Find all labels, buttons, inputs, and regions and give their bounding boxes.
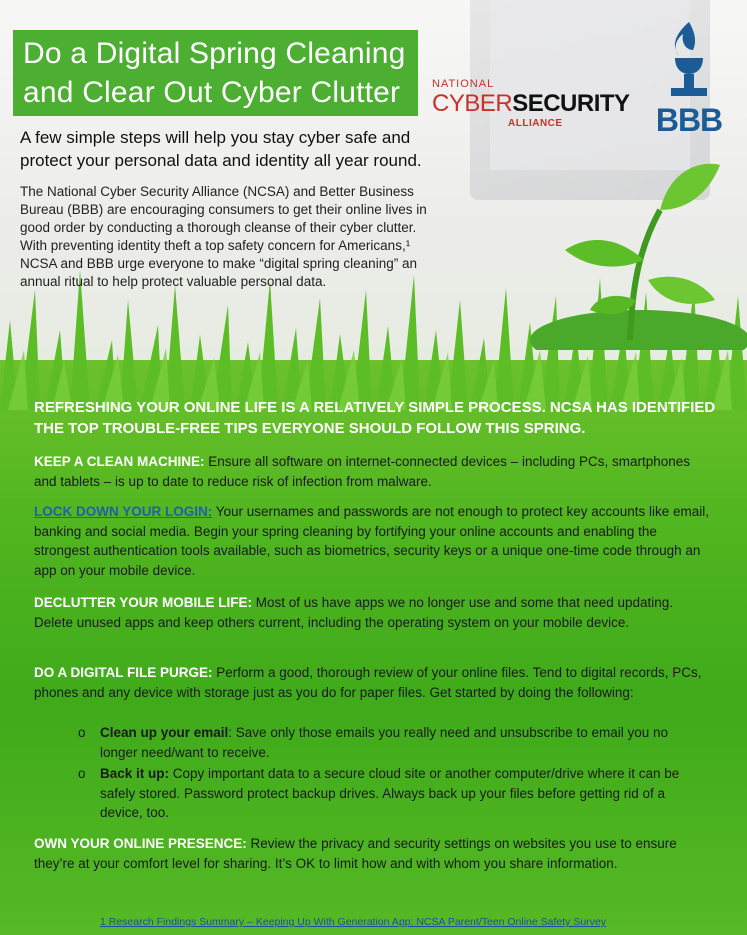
tip-label: DO A DIGITAL FILE PURGE: — [34, 665, 213, 680]
title-line-1: Do a Digital Spring Cleaning — [23, 37, 406, 70]
bullet-text — [100, 723, 700, 762]
ncsa-logo-security: SECURITY — [512, 90, 630, 117]
bullet-text — [100, 764, 700, 823]
bullet-circle-icon: o — [78, 766, 86, 781]
tip-label: KEEP A CLEAN MACHINE: — [34, 454, 205, 469]
footnote-link[interactable]: 1 Research Findings Summary – Keeping Up With Generation App: NCSA Parent/Teen Online Safety Survey — [100, 916, 607, 928]
bullet-label: Back it up: — [100, 766, 170, 781]
bbb-torch-icon — [653, 20, 725, 100]
section-headline: REFRESHING YOUR ONLINE LIFE IS A RELATIVELY SIMPLE PROCESS. NCSA HAS IDENTIFIED THE TOP TROUBLE-FREE TIPS EVERYONE SHOULD FOLLOW THIS SPRING. — [34, 399, 716, 437]
bbb-logo — [653, 20, 725, 138]
title-banner — [13, 30, 418, 116]
tip-keep-clean-machine — [34, 452, 714, 491]
tip-text: Ensure all software on internet-connected devices – including PCs, smartphones and tablets – is up to date to reduce risk of infection from malware. — [34, 454, 691, 489]
tip-text: Most of us have apps we no longer use and some that need updating. Delete unused apps and keep others current, including the operating system on your mobile device. — [34, 595, 674, 630]
tip-text: Review the privacy and security settings on websites you use to ensure they’re at your comfort level for sharing. It’s OK to limit how and with whom you share information. — [34, 836, 677, 871]
sprout-plant-image — [520, 150, 747, 350]
bullet-body: : Save only those emails you really need and unsubscribe to email you no longer need/want to receive. — [100, 725, 669, 760]
bullet-circle-icon: o — [78, 725, 86, 740]
ncsa-logo-wordmark — [432, 90, 630, 118]
ncsa-logo-alliance: ALLIANCE — [508, 118, 563, 129]
subtitle: A few simple steps will help you stay cyber safe and protect your personal data and identity all year round. — [20, 128, 422, 170]
tip-file-purge — [34, 663, 714, 702]
intro-paragraph: The National Cyber Security Alliance (NCSA) and Better Business Bureau (BBB) are encouraging consumers to get their online lives in good order by conducting a thorough cleanse of their cyber clutter. With preventing identity theft a top safety concern for Americans,¹ NCSA and BBB urge everyone to make “digital spring cleaning” an annual ritual to help protect valuable personal data. — [20, 184, 427, 289]
tip-own-online-presence — [34, 834, 714, 873]
tip-lock-down-login — [34, 502, 714, 580]
tip-declutter-mobile — [34, 593, 714, 632]
lock-down-login-link[interactable]: LOCK DOWN YOUR LOGIN: — [34, 504, 213, 519]
title-line-2: and Clear Out Cyber Clutter — [23, 76, 401, 109]
ncsa-logo-national: NATIONAL — [432, 78, 495, 90]
bullet-label: Clean up your email — [100, 725, 229, 740]
tip-text: Your usernames and passwords are not enough to protect key accounts like email, banking and social media. Begin your spring cleaning by fortifying your online accounts and enabling the strongest authentication tools available, such as biometrics, security keys or a unique one-time code through an app on your mobile device. — [34, 504, 710, 578]
bullet-body: Copy important data to a secure cloud site or another computer/drive where it can be safely stored. Password protect backup drives. Always back up your files before getting rid of a device, too. — [100, 766, 680, 820]
tip-label: OWN YOUR ONLINE PRESENCE: — [34, 836, 247, 851]
ncsa-logo — [432, 78, 637, 130]
ncsa-logo-cyber: CYBER — [432, 90, 513, 117]
tip-label: DECLUTTER YOUR MOBILE LIFE: — [34, 595, 252, 610]
tip-text: Perform a good, thorough review of your online files. Tend to digital records, PCs, phones and any device with storage just as you do for paper files. Get started by doing the following: — [34, 665, 702, 700]
bbb-logo-text: BBB — [655, 102, 723, 138]
